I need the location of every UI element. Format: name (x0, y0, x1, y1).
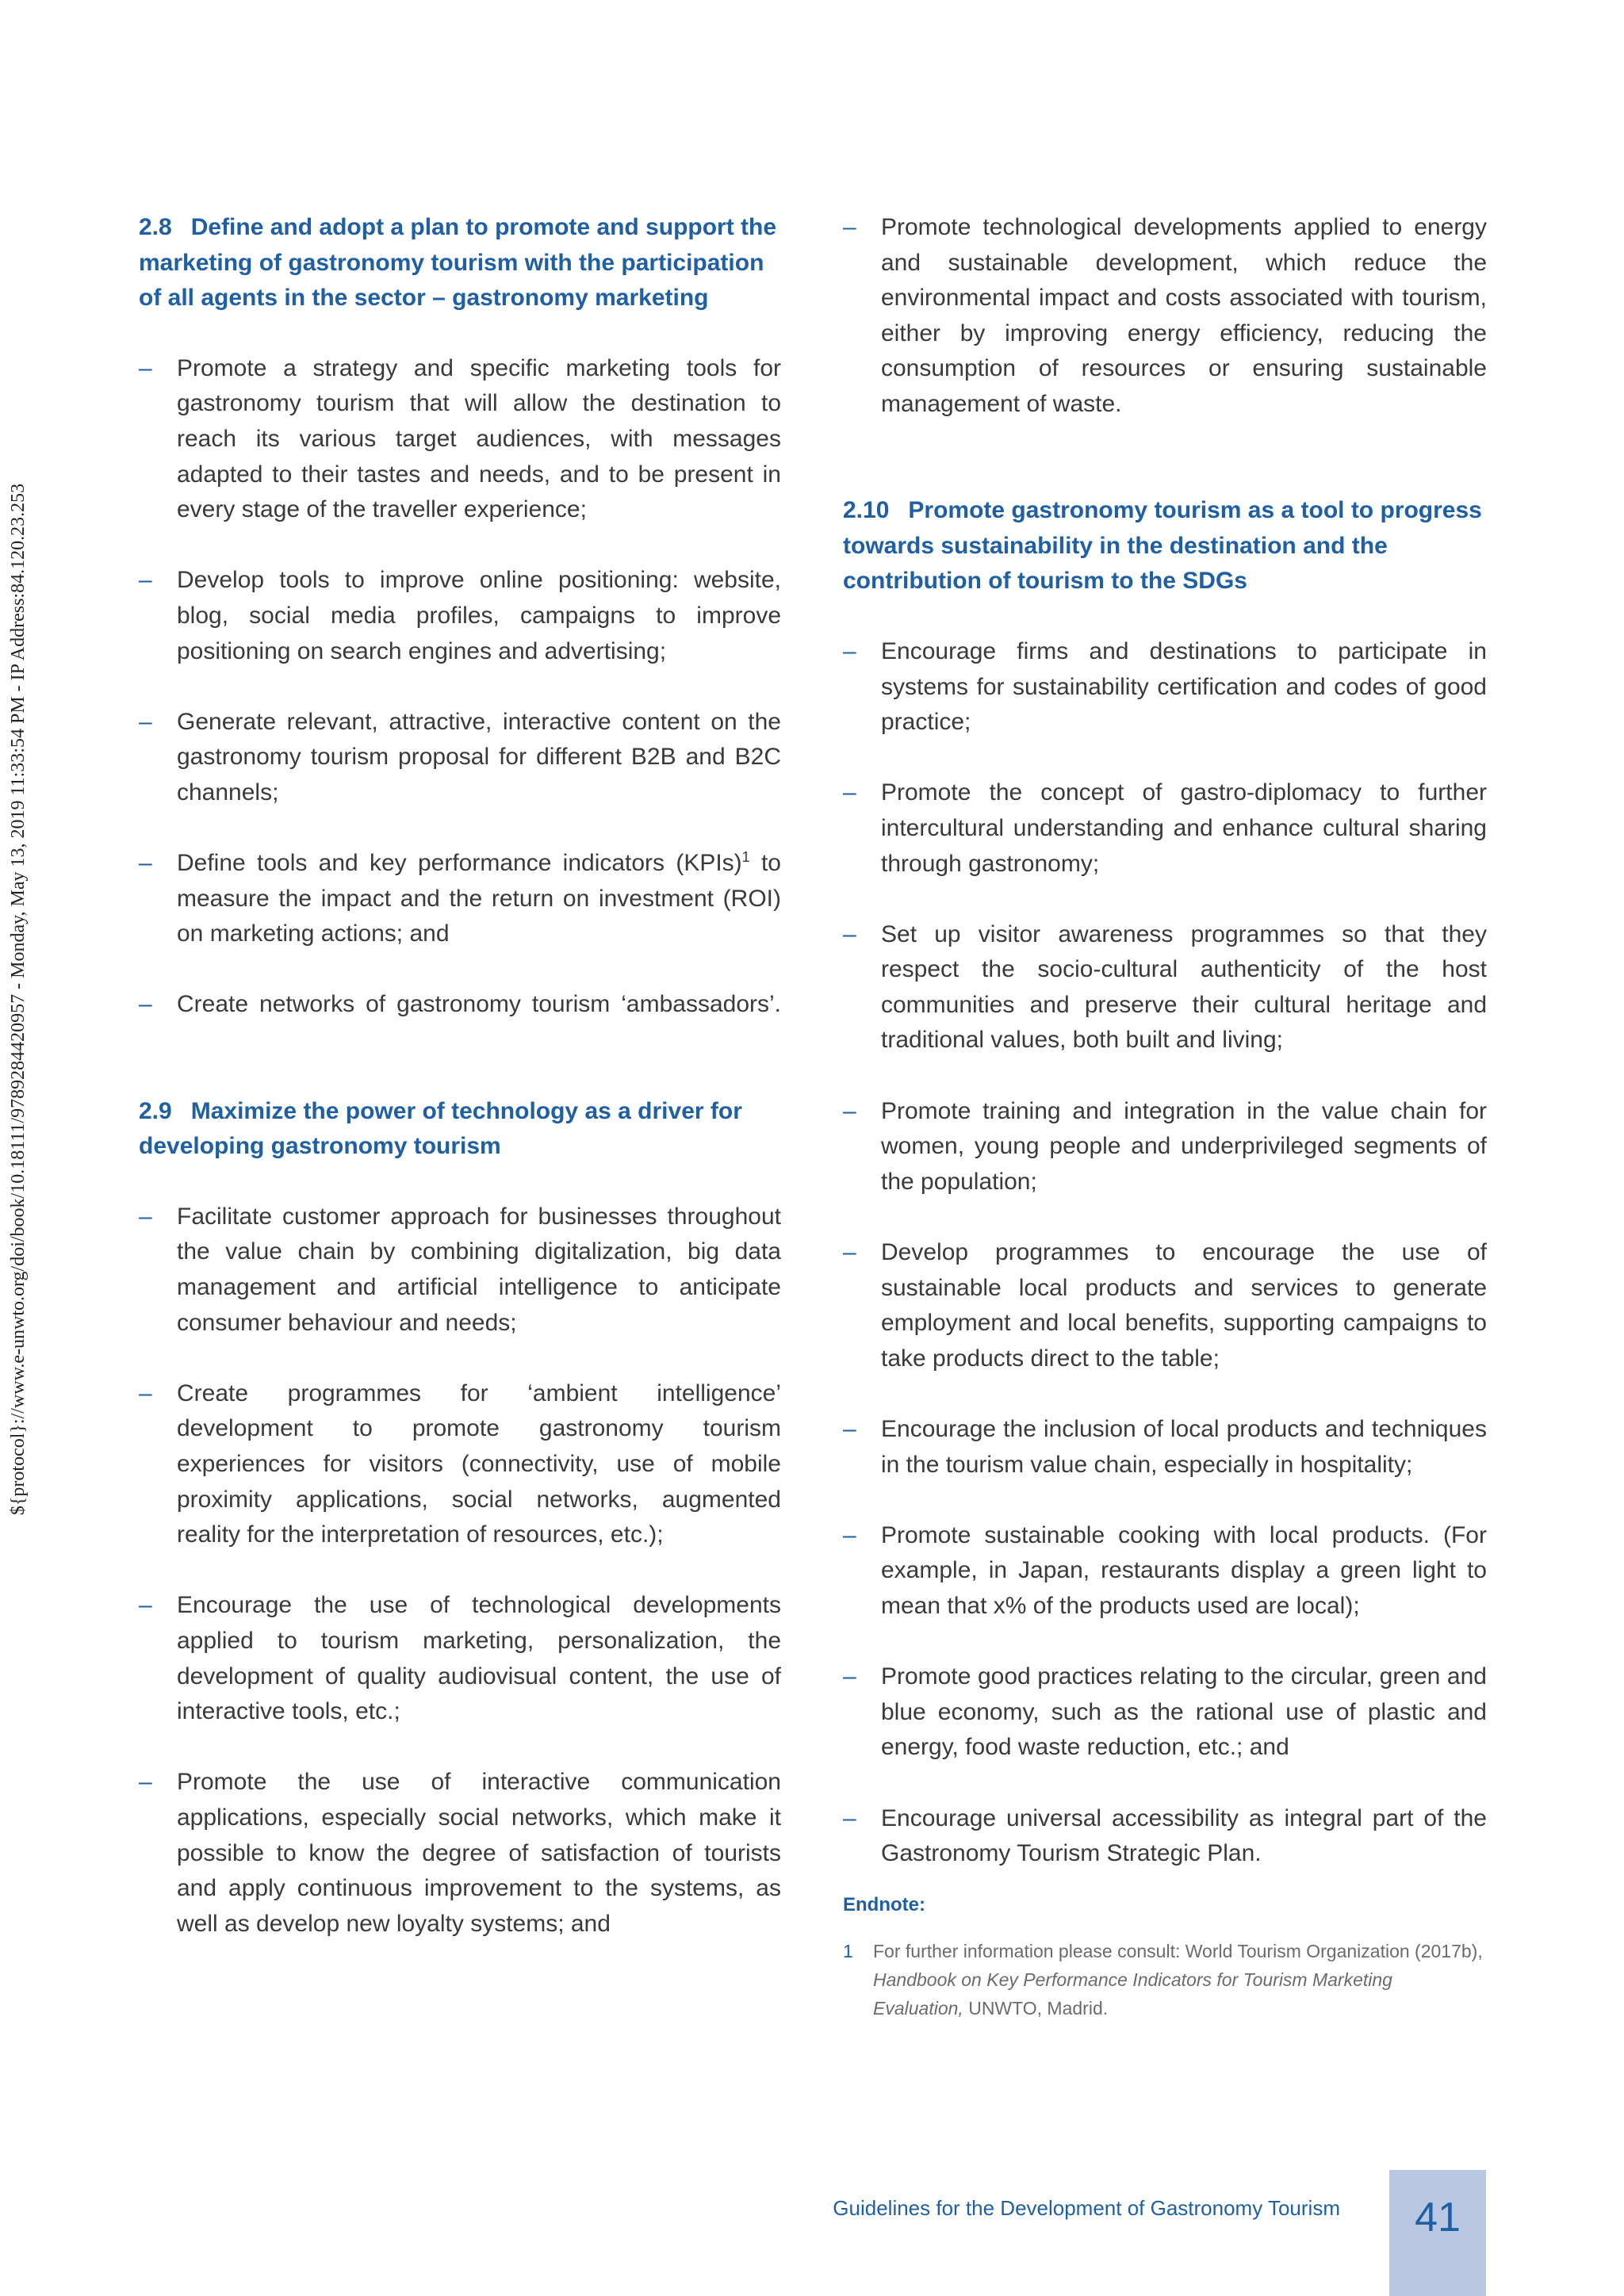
section-title: Maximize the power of technology as a driver for developing gastronomy tourism (139, 1097, 742, 1160)
bullet-dash: – (139, 354, 152, 381)
bullet-list-continued (843, 210, 1487, 423)
list-item (139, 846, 781, 952)
list-item-text: Encourage the inclusion of local products and techniques in the tourism value chain, especially in hospitality; (881, 1416, 1487, 1478)
list-item (843, 1412, 1487, 1483)
left-column (139, 210, 781, 1977)
list-item-text: Promote good practices relating to the circular, green and blue economy, such as the rational use of plastic and energy, food waste reduction, etc.; and (881, 1663, 1487, 1761)
list-item (139, 1765, 781, 1942)
bullet-dash: – (843, 1097, 856, 1124)
side-stamp (3, 151, 35, 1847)
list-item-text: Promote sustainable cooking with local products. (For example, in Japan, restaurants display a green light to mean that x% of the products used are local); (881, 1521, 1487, 1619)
bullet-dash: – (139, 567, 152, 594)
endnote-heading: Endnote: (843, 1893, 925, 1915)
section-heading-2-8 (139, 210, 781, 316)
list-item-text: Promote a strategy and specific marketing tools for gastronomy tourism that will allow the destination to reach its various target audiences, with messages adapted to their tastes and needs, and to be present in every stage of the traveller experience; (177, 354, 781, 523)
bullet-dash: – (843, 637, 856, 664)
bullet-dash: – (843, 1416, 856, 1442)
side-stamp-text: ${protocol}://www.e-unwto.org/doi/book/10.18111/9789284420957 - Monday, May 13, 2019 11:33:54 PM - IP Address:84.120.23.253 (8, 483, 29, 1515)
list-item (843, 1801, 1487, 1872)
endnote-number: 1 (843, 1940, 853, 1961)
list-item-text: Promote training and integration in the value chain for women, young people and underprivileged segments of the population; (881, 1097, 1487, 1195)
section-number: 2.8 (139, 214, 172, 240)
endnote-publication-title: Handbook on Key Performance Indicators for Tourism Marketing Evaluation, (873, 1969, 1392, 2019)
endnote-text-after: UNWTO, Madrid. (963, 1997, 1109, 2019)
bullet-list-2-9 (139, 1200, 781, 1942)
list-item (139, 705, 781, 811)
list-item (139, 1376, 781, 1553)
bullet-dash: – (843, 1521, 856, 1548)
list-item-text: Generate relevant, attractive, interactive content on the gastronomy tourism proposal for different B2B and B2C channels; (177, 708, 781, 806)
bullet-dash: – (139, 1769, 152, 1796)
running-footer: Guidelines for the Development of Gastronomy Tourism (833, 2196, 1340, 2220)
page-number: 41 (1415, 2195, 1461, 2241)
section-title: Promote gastronomy tourism as a tool to progress towards sustainability in the destination and the contribution of tourism to the SDGs (843, 497, 1482, 595)
list-item (139, 987, 781, 1023)
section-number: 2.9 (139, 1097, 172, 1124)
list-item (843, 1518, 1487, 1624)
bullet-dash: – (139, 708, 152, 735)
list-item-text: Set up visitor awareness programmes so that they respect the socio-cultural authenticity of the host communities and preserve their cultural heritage and traditional values, both built and living; (881, 920, 1487, 1054)
section-heading-2-10 (843, 493, 1487, 599)
endnote-text-before: For further information please consult: World Tourism Organization (2017b), (873, 1940, 1483, 1961)
list-item (139, 563, 781, 669)
bullet-dash: – (139, 1592, 152, 1619)
list-item-text: Encourage universal accessibility as integral part of the Gastronomy Tourism Strategic Plan. (881, 1804, 1487, 1867)
list-item (843, 634, 1487, 740)
bullet-dash: – (843, 920, 856, 947)
list-item-text: Promote technological developments applied to energy and sustainable development, which reduce the environmental impact and costs associated with tourism, either by improving energy efficiency, reducing the consumption of resources or ensuring sustainable management of waste. (881, 214, 1487, 417)
list-item-text: Promote the concept of gastro-diplomacy to further intercultural understanding and enhance cultural sharing through gastronomy; (881, 779, 1487, 877)
list-item-text: Encourage firms and destinations to participate in systems for sustainability certification and codes of good practice; (881, 637, 1487, 736)
bullet-dash: – (843, 1804, 856, 1831)
list-item (843, 775, 1487, 882)
endnote (843, 1937, 1487, 2022)
list-item (843, 210, 1487, 423)
bullet-dash: – (843, 779, 856, 806)
list-item-text: Create networks of gastronomy tourism ‘ambassadors’. (177, 991, 781, 1018)
bullet-dash: – (139, 1203, 152, 1230)
list-item-text: Create programmes for ‘ambient intelligence’ development to promote gastronomy tourism experiences for visitors (connectivity, use of mobile proximity applications, social networks, augmented reality for the interpretation of resources, etc.); (177, 1380, 781, 1548)
list-item (139, 1588, 781, 1729)
bullet-dash: – (843, 214, 856, 240)
list-item (843, 1094, 1487, 1200)
bullet-dash: – (139, 1380, 152, 1406)
bullet-dash: – (139, 991, 152, 1018)
section-number: 2.10 (843, 497, 890, 524)
list-item (843, 1235, 1487, 1376)
section-spacer (843, 457, 1487, 493)
endnote-text (873, 1937, 1487, 2022)
list-item-text: Promote the use of interactive communication applications, especially social networks, which make it possible to know the degree of satisfaction of tourists and apply continuous improvement to the systems, as well as develop new loyalty systems; and (177, 1769, 781, 1937)
list-item-text: Define tools and key performance indicators (KPIs) (177, 850, 742, 877)
list-item-text: Develop programmes to encourage the use of sustainable local products and services to generate employment and local benefits, supporting campaigns to take products direct to the table; (881, 1239, 1487, 1372)
list-item (843, 917, 1487, 1058)
bullet-dash: – (843, 1239, 856, 1266)
list-item (139, 351, 781, 528)
bullet-list-2-8 (139, 351, 781, 1023)
list-item (843, 1659, 1487, 1766)
list-item (139, 1200, 781, 1341)
list-item-text-continued: to measure the impact and the return on investment (ROI) on marketing actions; and (177, 850, 781, 947)
bullet-list-2-10 (843, 634, 1487, 1872)
list-item-text: Facilitate customer approach for businesses throughout the value chain by combining digitalization, big data management and artificial intelligence to anticipate consumer behaviour and needs; (177, 1203, 781, 1336)
section-title: Define and adopt a plan to promote and support the marketing of gastronomy tourism with the participation of all agents in the sector – gastronomy marketing (139, 214, 777, 312)
list-item-text: Encourage the use of technological developments applied to tourism marketing, personalization, the development of quality audiovisual content, the use of interactive tools, etc.; (177, 1592, 781, 1725)
bullet-dash: – (139, 850, 152, 877)
section-heading-2-9 (139, 1094, 781, 1165)
bullet-dash: – (843, 1663, 856, 1690)
list-item-text: Develop tools to improve online positioning: website, blog, social media profiles, campaigns to improve positioning on search engines and advertising; (177, 567, 781, 664)
page-number-box (1389, 2170, 1486, 2296)
footnote-ref[interactable]: 1 (741, 849, 750, 866)
right-column (843, 210, 1487, 2022)
section-spacer (139, 1058, 781, 1094)
